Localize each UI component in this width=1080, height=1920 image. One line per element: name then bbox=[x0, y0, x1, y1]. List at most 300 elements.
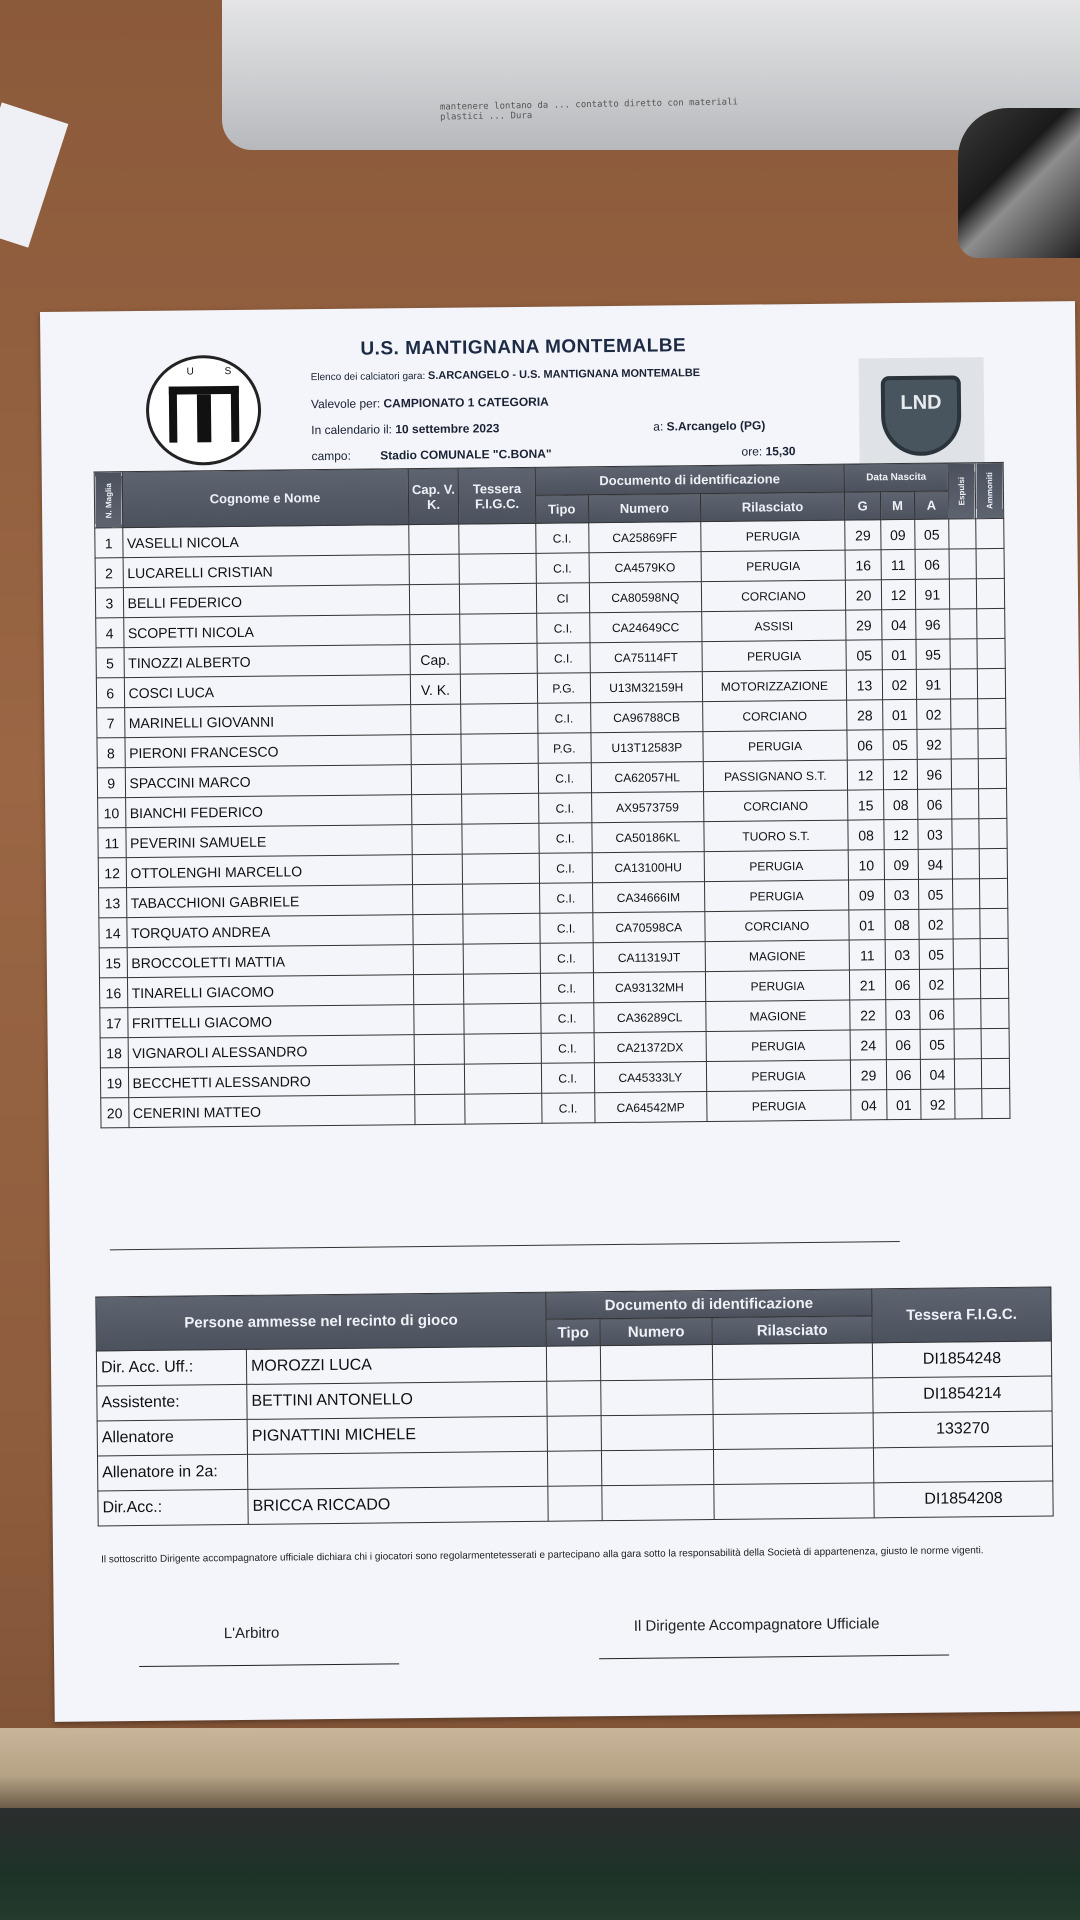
player-doc-tipo: C.I. bbox=[536, 553, 589, 584]
player-birth-day: 12 bbox=[847, 760, 883, 790]
player-ammoniti bbox=[977, 578, 1005, 608]
player-doc-tipo: C.I. bbox=[540, 1003, 593, 1034]
player-number: 16 bbox=[99, 978, 127, 1008]
player-ammoniti bbox=[981, 1028, 1009, 1058]
person-tessera: DI1854214 bbox=[873, 1376, 1052, 1413]
person-role: Dir.Acc.: bbox=[98, 1489, 248, 1526]
player-doc-rilasciato: TUORO S.T. bbox=[704, 820, 848, 852]
person-tessera: DI1854248 bbox=[872, 1341, 1051, 1378]
player-birth-month: 05 bbox=[883, 729, 917, 759]
player-doc-rilasciato: PERUGIA bbox=[702, 640, 846, 672]
player-ammoniti bbox=[979, 818, 1007, 848]
person-name: BETTINI ANTONELLO bbox=[247, 1381, 547, 1419]
player-espulsi bbox=[949, 549, 977, 579]
player-number: 6 bbox=[96, 678, 124, 708]
player-number: 9 bbox=[97, 768, 125, 798]
player-birth-month: 12 bbox=[884, 819, 918, 849]
player-birth-day: 06 bbox=[847, 730, 883, 760]
player-birth-year: 05 bbox=[918, 879, 952, 909]
player-espulsi bbox=[950, 699, 978, 729]
player-espulsi bbox=[952, 819, 980, 849]
player-doc-tipo: C.I. bbox=[541, 1063, 594, 1094]
header-persone-tessera: Tessera F.I.G.C. bbox=[872, 1287, 1052, 1343]
player-birth-day: 16 bbox=[845, 550, 881, 580]
person-doc-numero bbox=[601, 1450, 713, 1486]
player-doc-rilasciato: ASSISI bbox=[702, 610, 846, 642]
club-logo bbox=[145, 355, 261, 466]
header-calendario bbox=[311, 421, 499, 437]
header-persone-numero: Numero bbox=[600, 1318, 712, 1346]
player-name: FRITTELLI GIACOMO bbox=[127, 1005, 413, 1038]
player-tessera bbox=[464, 943, 541, 974]
player-number: 1 bbox=[95, 528, 123, 558]
player-birth-day: 04 bbox=[851, 1090, 887, 1120]
player-birth-day: 22 bbox=[850, 1000, 886, 1030]
person-role: Dir. Acc. Uff.: bbox=[96, 1349, 246, 1386]
arbitro-label: L'Arbitro bbox=[223, 1624, 280, 1643]
player-birth-year: 06 bbox=[915, 549, 949, 579]
player-tessera bbox=[460, 643, 537, 674]
player-birth-month: 04 bbox=[882, 609, 916, 639]
player-doc-numero: CA21372DX bbox=[594, 1032, 707, 1063]
player-number: 19 bbox=[100, 1068, 128, 1098]
header-g: G bbox=[844, 492, 880, 520]
player-birth-month: 02 bbox=[882, 669, 916, 699]
player-number: 18 bbox=[100, 1038, 128, 1068]
person-doc-numero bbox=[602, 1485, 714, 1521]
separator-line bbox=[110, 1241, 900, 1250]
player-birth-year: 95 bbox=[916, 639, 950, 669]
player-birth-month: 06 bbox=[886, 1059, 920, 1089]
player-doc-numero: CA62057HL bbox=[591, 762, 704, 793]
header-ore bbox=[741, 444, 795, 459]
ore-value: 15,30 bbox=[765, 444, 796, 459]
player-espulsi bbox=[951, 789, 979, 819]
player-doc-tipo: C.I. bbox=[537, 703, 590, 734]
player-doc-rilasciato: PERUGIA bbox=[706, 1060, 850, 1092]
header-persone-documento: Documento di identificazione bbox=[546, 1289, 872, 1319]
player-name: MARINELLI GIOVANNI bbox=[124, 705, 410, 738]
player-doc-rilasciato: PERUGIA bbox=[704, 880, 848, 912]
player-tessera bbox=[459, 553, 536, 584]
player-birth-month: 03 bbox=[885, 879, 919, 909]
player-number: 13 bbox=[99, 888, 127, 918]
player-cap bbox=[414, 1094, 465, 1125]
desk-edge bbox=[0, 1728, 1080, 1808]
header-a bbox=[653, 418, 765, 433]
person-doc-rilasciato bbox=[713, 1413, 873, 1450]
person-name: PIGNATTINI MICHELE bbox=[247, 1416, 547, 1454]
player-ammoniti bbox=[978, 698, 1006, 728]
person-doc-rilasciato bbox=[713, 1448, 873, 1485]
player-doc-numero: CA50186KL bbox=[592, 822, 705, 853]
player-name: TINARELLI GIACOMO bbox=[127, 975, 413, 1008]
player-birth-year: 91 bbox=[915, 579, 949, 609]
lnd-shield-icon: LND bbox=[881, 375, 962, 456]
person-name bbox=[247, 1451, 547, 1489]
player-espulsi bbox=[952, 849, 980, 879]
player-birth-year: 96 bbox=[917, 759, 951, 789]
player-ammoniti bbox=[981, 998, 1009, 1028]
header-m: M bbox=[880, 491, 914, 519]
header-elenco bbox=[311, 367, 701, 383]
player-doc-numero: AX9573759 bbox=[591, 792, 704, 823]
player-birth-month: 06 bbox=[886, 1029, 920, 1059]
player-number: 8 bbox=[97, 738, 125, 768]
player-ammoniti bbox=[980, 848, 1008, 878]
header-n-maglia: N. Maglia bbox=[94, 472, 122, 528]
plastic-folder-text: mantenere lontano da ... contatto diretto con materiali plastici ... Dura bbox=[439, 97, 738, 123]
player-doc-rilasciato: PERUGIA bbox=[701, 550, 845, 582]
player-birth-month: 09 bbox=[881, 519, 915, 549]
header-tessera: Tessera F.I.G.C. bbox=[459, 467, 536, 524]
player-tessera bbox=[464, 1033, 541, 1064]
person-doc-tipo bbox=[547, 1451, 601, 1487]
player-birth-day: 15 bbox=[848, 790, 884, 820]
calendario-label: In calendario il: bbox=[311, 422, 393, 438]
player-birth-month: 01 bbox=[883, 699, 917, 729]
player-cap bbox=[412, 914, 463, 945]
player-birth-day: 05 bbox=[846, 640, 882, 670]
header-persone-rilasciato: Rilasciato bbox=[712, 1316, 872, 1345]
players-table bbox=[94, 462, 1011, 1128]
player-cap bbox=[411, 794, 462, 825]
header-cap: Cap. V. K. bbox=[408, 468, 459, 525]
player-doc-rilasciato: PERUGIA bbox=[701, 520, 845, 552]
player-birth-month: 01 bbox=[882, 639, 916, 669]
player-birth-year: 02 bbox=[919, 909, 953, 939]
player-tessera bbox=[461, 733, 538, 764]
player-doc-tipo: C.I. bbox=[539, 823, 592, 854]
player-cap bbox=[409, 614, 460, 645]
player-espulsi bbox=[949, 519, 977, 549]
stapler bbox=[958, 108, 1080, 258]
elenco-label: Elenco dei calciatori gara: bbox=[310, 370, 426, 384]
player-doc-tipo: C.I. bbox=[539, 853, 592, 884]
player-ammoniti bbox=[976, 518, 1004, 548]
elenco-value: S.ARCANGELO - U.S. MANTIGNANA MONTEMALBE bbox=[427, 367, 701, 382]
player-cap bbox=[413, 1004, 464, 1035]
match-sheet bbox=[40, 301, 1080, 1722]
player-espulsi bbox=[954, 1029, 982, 1059]
header-cognome-nome: Cognome e Nome bbox=[122, 469, 409, 528]
player-birth-day: 13 bbox=[846, 670, 882, 700]
player-doc-tipo: P.G. bbox=[538, 733, 591, 764]
player-cap bbox=[409, 584, 460, 615]
player-espulsi bbox=[953, 969, 981, 999]
player-tessera bbox=[463, 883, 540, 914]
player-birth-year: 91 bbox=[916, 669, 950, 699]
player-number: 2 bbox=[95, 558, 123, 588]
player-espulsi bbox=[950, 669, 978, 699]
player-cap bbox=[409, 554, 460, 585]
player-ammoniti bbox=[981, 968, 1009, 998]
player-doc-numero: U13T12583P bbox=[591, 732, 704, 763]
player-doc-numero: CA75114FT bbox=[590, 642, 703, 673]
lnd-logo bbox=[859, 357, 985, 468]
player-birth-year: 05 bbox=[919, 939, 953, 969]
a-value: S.Arcangelo (PG) bbox=[666, 418, 766, 434]
player-tessera bbox=[463, 853, 540, 884]
player-birth-day: 10 bbox=[848, 850, 884, 880]
floor bbox=[0, 1808, 1080, 1920]
player-doc-rilasciato: MAGIONE bbox=[705, 940, 849, 972]
player-name: LUCARELLI CRISTIAN bbox=[123, 555, 409, 588]
player-cap bbox=[411, 734, 462, 765]
person-name: MOROZZI LUCA bbox=[246, 1346, 546, 1384]
player-tessera bbox=[459, 523, 536, 554]
player-cap bbox=[414, 1064, 465, 1095]
header-persone-tipo: Tipo bbox=[546, 1319, 600, 1347]
player-ammoniti bbox=[978, 668, 1006, 698]
campo-label: campo: bbox=[311, 448, 351, 464]
header-campo bbox=[311, 447, 551, 464]
person-role: Allenatore bbox=[97, 1419, 247, 1456]
player-doc-rilasciato: PERUGIA bbox=[706, 1030, 850, 1062]
player-doc-numero: CA45333LY bbox=[594, 1062, 707, 1093]
person-tessera: DI1854208 bbox=[874, 1481, 1053, 1518]
player-ammoniti bbox=[978, 728, 1006, 758]
player-doc-tipo: C.I. bbox=[540, 943, 593, 974]
declaration-footnote: Il sottoscritto Dirigente accompagnatore ufficiale dichiara chi i giocatori sono regolarmentetesserati e partecipano alla gara sotto la responsabilità della Società di appartenenza, giusto le norme vigenti. bbox=[101, 1545, 984, 1566]
player-birth-month: 08 bbox=[884, 789, 918, 819]
plastic-folder bbox=[222, 0, 1080, 150]
player-birth-year: 02 bbox=[919, 969, 953, 999]
player-number: 15 bbox=[99, 948, 127, 978]
player-ammoniti bbox=[982, 1088, 1010, 1118]
player-birth-day: 29 bbox=[846, 610, 882, 640]
person-doc-tipo bbox=[547, 1381, 601, 1417]
player-doc-tipo: C.I. bbox=[539, 913, 592, 944]
player-ammoniti bbox=[977, 638, 1005, 668]
club-logo-mark bbox=[169, 386, 240, 443]
player-birth-day: 24 bbox=[850, 1030, 886, 1060]
player-tessera bbox=[460, 613, 537, 644]
player-number: 4 bbox=[96, 618, 124, 648]
player-cap bbox=[413, 944, 464, 975]
player-espulsi bbox=[952, 879, 980, 909]
player-espulsi bbox=[951, 759, 979, 789]
player-birth-month: 08 bbox=[885, 909, 919, 939]
player-birth-month: 09 bbox=[884, 849, 918, 879]
person-doc-numero bbox=[600, 1345, 712, 1381]
player-name: BROCCOLETTI MATTIA bbox=[127, 945, 413, 978]
dirigente-label: Il Dirigente Accompagnatore Ufficiale bbox=[633, 1615, 880, 1635]
header-data-nascita: Data Nascita bbox=[844, 463, 948, 492]
header-numero: Numero bbox=[588, 494, 701, 523]
player-birth-year: 96 bbox=[916, 609, 950, 639]
player-tessera bbox=[462, 763, 539, 794]
player-ammoniti bbox=[976, 548, 1004, 578]
player-doc-rilasciato: PERUGIA bbox=[707, 1090, 851, 1122]
player-doc-numero: CA36289CL bbox=[593, 1002, 706, 1033]
player-birth-month: 12 bbox=[881, 579, 915, 609]
person-name: BRICCA RICCADO bbox=[248, 1486, 548, 1524]
a-label: a: bbox=[653, 419, 664, 434]
player-doc-rilasciato: CORCIANO bbox=[705, 910, 849, 942]
player-doc-numero: CA93132MH bbox=[593, 972, 706, 1003]
header-documento: Documento di identificazione bbox=[535, 464, 845, 495]
player-doc-tipo: CI bbox=[536, 583, 589, 614]
player-cap bbox=[412, 854, 463, 885]
person-doc-tipo bbox=[547, 1416, 601, 1452]
player-name: CENERINI MATTEO bbox=[128, 1095, 414, 1128]
dirigente-signature-line bbox=[599, 1655, 949, 1660]
player-number: 5 bbox=[96, 648, 124, 678]
header-tipo: Tipo bbox=[535, 495, 588, 524]
player-ammoniti bbox=[979, 788, 1007, 818]
header-ammoniti: Ammoniti bbox=[975, 462, 1003, 518]
player-name: SCOPETTI NICOLA bbox=[123, 615, 409, 648]
player-tessera bbox=[462, 823, 539, 854]
player-birth-year: 06 bbox=[917, 789, 951, 819]
player-birth-year: 02 bbox=[917, 699, 951, 729]
player-name: TINOZZI ALBERTO bbox=[124, 645, 410, 678]
player-doc-numero: CA80598NQ bbox=[589, 582, 702, 613]
player-doc-numero: CA24649CC bbox=[589, 612, 702, 643]
player-birth-day: 09 bbox=[849, 880, 885, 910]
player-cap: Cap. bbox=[410, 644, 461, 675]
player-number: 14 bbox=[99, 918, 127, 948]
valevole-value: CAMPIONATO 1 CATEGORIA bbox=[383, 394, 549, 411]
player-espulsi bbox=[955, 1089, 983, 1119]
player-name: PIERONI FRANCESCO bbox=[124, 735, 410, 768]
header-valevole bbox=[311, 395, 549, 411]
player-birth-year: 03 bbox=[918, 819, 952, 849]
player-doc-rilasciato: PASSIGNANO S.T. bbox=[703, 760, 847, 792]
player-doc-tipo: C.I. bbox=[541, 1033, 594, 1064]
player-number: 17 bbox=[100, 1008, 128, 1038]
player-cap bbox=[414, 1034, 465, 1065]
player-birth-day: 29 bbox=[845, 520, 881, 550]
person-doc-tipo bbox=[548, 1486, 602, 1522]
player-espulsi bbox=[953, 909, 981, 939]
player-birth-month: 12 bbox=[883, 759, 917, 789]
player-tessera bbox=[462, 793, 539, 824]
person-role: Allenatore in 2a: bbox=[97, 1454, 247, 1491]
player-doc-tipo: C.I. bbox=[536, 613, 589, 644]
player-doc-numero: CA11319JT bbox=[593, 942, 706, 973]
player-cap bbox=[413, 974, 464, 1005]
player-tessera bbox=[461, 673, 538, 704]
player-birth-month: 06 bbox=[885, 969, 919, 999]
player-cap bbox=[411, 764, 462, 795]
player-doc-numero: U13M32159H bbox=[590, 672, 703, 703]
player-ammoniti bbox=[977, 608, 1005, 638]
player-doc-numero: CA34666IM bbox=[592, 882, 705, 913]
player-name: VASELLI NICOLA bbox=[122, 525, 408, 558]
player-birth-day: 11 bbox=[849, 940, 885, 970]
player-birth-year: 05 bbox=[915, 519, 949, 549]
person-doc-numero bbox=[601, 1380, 713, 1416]
player-birth-day: 08 bbox=[848, 820, 884, 850]
player-ammoniti bbox=[980, 908, 1008, 938]
person-role: Assistente: bbox=[97, 1384, 247, 1421]
player-espulsi bbox=[949, 609, 977, 639]
player-birth-month: 01 bbox=[887, 1089, 921, 1119]
player-doc-rilasciato: PERUGIA bbox=[704, 850, 848, 882]
player-name: OTTOLENGHI MARCELLO bbox=[126, 855, 412, 888]
player-doc-tipo: C.I. bbox=[541, 1093, 594, 1124]
player-birth-year: 92 bbox=[921, 1089, 955, 1119]
player-doc-tipo: C.I. bbox=[538, 763, 591, 794]
player-doc-tipo: C.I. bbox=[535, 523, 588, 554]
player-doc-numero: CA4579KO bbox=[589, 552, 702, 583]
player-tessera bbox=[463, 913, 540, 944]
player-birth-year: 92 bbox=[917, 729, 951, 759]
player-name: BELLI FEDERICO bbox=[123, 585, 409, 618]
player-ammoniti bbox=[982, 1058, 1010, 1088]
header-rilasciato: Rilasciato bbox=[700, 492, 844, 522]
player-espulsi bbox=[954, 1059, 982, 1089]
player-doc-rilasciato: CORCIANO bbox=[703, 790, 847, 822]
player-cap bbox=[410, 704, 461, 735]
player-espulsi bbox=[951, 729, 979, 759]
player-doc-rilasciato: MOTORIZZAZIONE bbox=[702, 670, 846, 702]
player-birth-year: 05 bbox=[920, 1029, 954, 1059]
player-ammoniti bbox=[980, 938, 1008, 968]
person-doc-tipo bbox=[546, 1346, 600, 1382]
player-tessera bbox=[464, 973, 541, 1004]
player-cap bbox=[412, 884, 463, 915]
player-doc-tipo: C.I. bbox=[539, 883, 592, 914]
valevole-label: Valevole per: bbox=[310, 396, 381, 412]
player-doc-tipo: C.I. bbox=[537, 643, 590, 674]
club-logo-letters: U S bbox=[186, 365, 246, 378]
player-birth-day: 21 bbox=[849, 970, 885, 1000]
player-cap: V. K. bbox=[410, 674, 461, 705]
campo-value: Stadio COMUNALE "C.BONA" bbox=[380, 446, 552, 463]
calendario-value: 10 settembre 2023 bbox=[395, 421, 500, 437]
person-doc-numero bbox=[601, 1415, 713, 1451]
player-number: 10 bbox=[98, 798, 126, 828]
header-espulsi: Espulsi bbox=[948, 463, 976, 519]
player-number: 7 bbox=[97, 708, 125, 738]
player-name: TORQUATO ANDREA bbox=[126, 915, 412, 948]
document-title: U.S. MANTIGNANA MONTEMALBE bbox=[360, 335, 687, 360]
player-name: VIGNAROLI ALESSANDRO bbox=[128, 1035, 414, 1068]
person-doc-rilasciato bbox=[713, 1378, 873, 1415]
player-espulsi bbox=[953, 939, 981, 969]
persons-table bbox=[95, 1286, 1053, 1526]
person-doc-rilasciato bbox=[714, 1483, 874, 1520]
player-number: 12 bbox=[98, 858, 126, 888]
player-name: SPACCINI MARCO bbox=[125, 765, 411, 798]
header-a: A bbox=[914, 491, 948, 519]
player-espulsi bbox=[949, 579, 977, 609]
player-doc-rilasciato: PERUGIA bbox=[705, 970, 849, 1002]
player-ammoniti bbox=[979, 758, 1007, 788]
player-doc-numero: CA96788CB bbox=[590, 702, 703, 733]
player-number: 20 bbox=[101, 1098, 129, 1128]
player-doc-tipo: C.I. bbox=[540, 973, 593, 1004]
player-name: PEVERINI SAMUELE bbox=[125, 825, 411, 858]
player-cap bbox=[411, 824, 462, 855]
player-espulsi bbox=[950, 639, 978, 669]
player-doc-rilasciato: PERUGIA bbox=[703, 730, 847, 762]
player-birth-day: 28 bbox=[847, 700, 883, 730]
player-name: BECCHETTI ALESSANDRO bbox=[128, 1065, 414, 1098]
player-cap bbox=[408, 524, 459, 555]
player-ammoniti bbox=[980, 878, 1008, 908]
player-doc-numero: CA64542MP bbox=[594, 1092, 707, 1123]
player-tessera bbox=[461, 703, 538, 734]
player-birth-month: 03 bbox=[885, 939, 919, 969]
player-number: 11 bbox=[98, 828, 126, 858]
player-birth-day: 29 bbox=[850, 1060, 886, 1090]
player-doc-rilasciato: MAGIONE bbox=[706, 1000, 850, 1032]
player-tessera bbox=[460, 583, 537, 614]
